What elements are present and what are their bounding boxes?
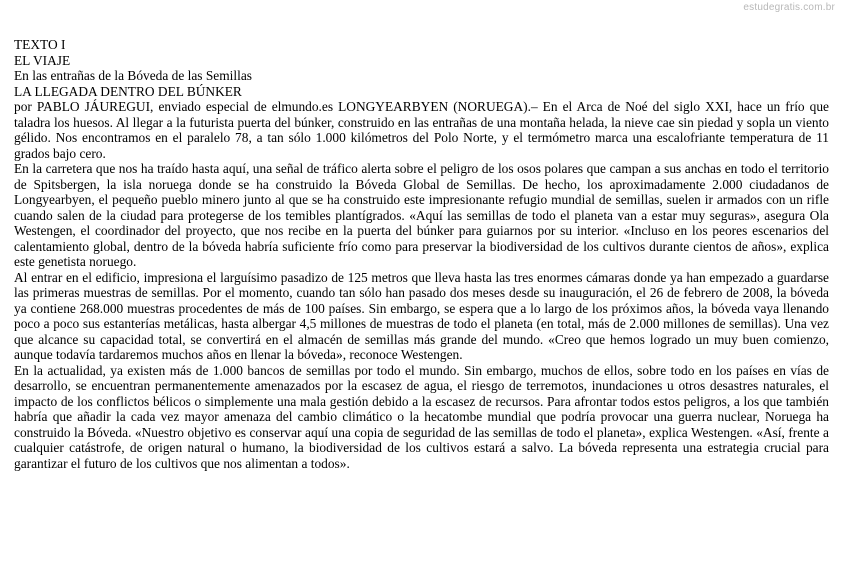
watermark-text: estudegratis.com.br (743, 2, 835, 13)
subtitle: En las entrañas de la Bóveda de las Semillas (14, 68, 252, 83)
paragraph-3: Al entrar en el edificio, impresiona el larguísimo pasadizo de 125 metros que lleva hasta las tres enormes cámaras donde ya han empezado a guardarse las primeras muestras de semillas. Por el momento, cuando tan sólo han pasado dos meses desde su inauguración, el 26 de febrero de 2008, la bóveda ya contiene 268.000 muestras procedentes de más de 100 países. Sin embargo, se espera que a lo largo de los próximos años, la bóveda vaya llenando poco a poco sus estanterías metálicas, hasta albergar 4,5 millones de muestras de todo el planeta (en total, más de 2.000 millones de semillas). Una vez que alcance su capacidad total, se convertirá en el almacén de semillas más grande del mundo. «Creo que hemos logrado un muy buen comienzo, aunque todavía tardaremos muchos años en llenar la bóveda», reconoce Westengen. (14, 269, 829, 362)
headline: LA LLEGADA DENTRO DEL BÚNKER (14, 83, 242, 99)
text-label: TEXTO I (14, 37, 66, 52)
paragraph-2: En la carretera que nos ha traído hasta aquí, una señal de tráfico alerta sobre el peligro de los osos polares que campan a sus anchas en todo el territorio de Spitsbergen, la isla noruega donde se ha construido la Bóveda Global de Semillas. De hecho, los aproximadamente 2.000 ciudadanos de Longyearbyen, el pequeño pueblo minero junto al que se ha construido este impresionante refugio mundial de semillas, suelen ir armados con un rifle cuando salen de la ciudad para protegerse de los temibles plantígrados. «Aquí las semillas de todo el planeta van a estar muy seguras», asegura Ola Westengen, el coordinador del proyecto, que nos recibe en la puerta del búnker para guiarnos por su interior. «Incluso en los peores escenarios del calentamiento global, dentro de la bóveda habría suficiente frío como para preservar la biodiversidad de los cultivos durante cientos de años», explica este genetista noruego. (14, 161, 829, 269)
document-body (14, 37, 829, 471)
section-title: EL VIAJE (14, 52, 71, 68)
paragraph-1: por PABLO JÁUREGUI, enviado especial de elmundo.es LONGYEARBYEN (NORUEGA).– En el Arca de Noé del siglo XXI, hace un frío que taladra los huesos. Al llegar a la futurista puerta del búnker, construido en las entrañas de una montaña helada, la nieve cae sin piedad y sopla un viento gélido. Nos encontramos en el paralelo 78, a tan sólo 1.000 kilómetros del Polo Norte, y el termómetro marca una escalofriante temperatura de 11 grados bajo cero. (14, 99, 829, 161)
paragraph-4: En la actualidad, ya existen más de 1.000 bancos de semillas por todo el mundo. Sin embargo, muchos de ellos, sobre todo en los países en vías de desarrollo, se encuentran permanentemente amenazados por la escasez de agua, el riesgo de terremotos, inundaciones u otros desastres naturales, el impacto de los conflictos bélicos o simplemente una mala gestión debido a la escasez de recursos. Para afrontar todos estos peligros, a los que también habría que añadir la cada vez mayor amenaza del cambio climático o la hecatombe mundial que podría provocar una guerra nuclear, Noruega ha construido la Bóveda. «Nuestro objetivo es conservar aquí una copia de seguridad de las semillas de todo el planeta», explica Westengen. «Así, frente a cualquier catástrofe, de origen natural o humano, la biodiversidad de los cultivos estará a salvo. La bóveda representa una estrategia crucial para garantizar el futuro de los cultivos que nos alimentan a todos». (14, 362, 829, 471)
